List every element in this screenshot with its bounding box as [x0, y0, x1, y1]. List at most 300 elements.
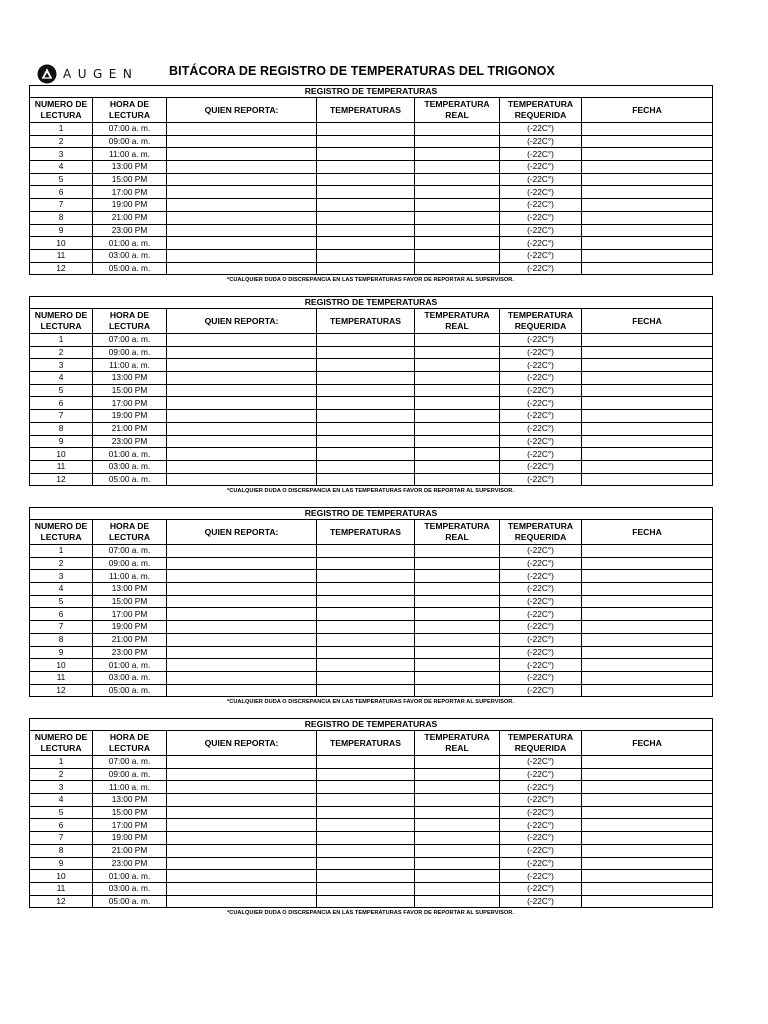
actual-temperature-cell[interactable] [415, 768, 500, 781]
temperatures-cell[interactable] [317, 857, 415, 870]
temperatures-cell[interactable] [317, 646, 415, 659]
date-cell[interactable] [582, 857, 713, 870]
table-row [30, 161, 713, 174]
reporter-cell[interactable] [167, 135, 317, 148]
required-temperature: (-22C°) [500, 646, 582, 659]
actual-temperature-cell[interactable] [415, 882, 500, 895]
actual-temperature-cell[interactable] [415, 659, 500, 672]
required-temperature: (-22C°) [500, 570, 582, 583]
reporter-cell[interactable] [167, 768, 317, 781]
register-table [29, 296, 713, 486]
reporter-cell[interactable] [167, 148, 317, 161]
actual-temperature-cell[interactable] [415, 237, 500, 250]
temperatures-cell[interactable] [317, 781, 415, 794]
required-temperature: (-22C°) [500, 545, 582, 558]
required-temperature: (-22C°) [500, 768, 582, 781]
reporter-cell[interactable] [167, 397, 317, 410]
required-temperature: (-22C°) [500, 671, 582, 684]
reporter-cell[interactable] [167, 844, 317, 857]
table-row [30, 756, 713, 769]
temperatures-cell[interactable] [317, 148, 415, 161]
required-temperature: (-22C°) [500, 794, 582, 807]
date-cell[interactable] [582, 545, 713, 558]
reading-number: 4 [30, 583, 93, 596]
date-cell[interactable] [582, 237, 713, 250]
reading-time: 01:00 a. m. [93, 659, 167, 672]
reporter-cell[interactable] [167, 870, 317, 883]
temperatures-cell[interactable] [317, 794, 415, 807]
actual-temperature-cell[interactable] [415, 135, 500, 148]
column-header-required-temperature: TEMPERATURA REQUERIDA [500, 98, 582, 123]
reporter-cell[interactable] [167, 756, 317, 769]
date-cell[interactable] [582, 384, 713, 397]
actual-temperature-cell[interactable] [415, 435, 500, 448]
actual-temperature-cell[interactable] [415, 262, 500, 275]
date-cell[interactable] [582, 832, 713, 845]
required-temperature: (-22C°) [500, 186, 582, 199]
date-cell[interactable] [582, 123, 713, 136]
reporter-cell[interactable] [167, 359, 317, 372]
table-row [30, 346, 713, 359]
reporter-cell[interactable] [167, 237, 317, 250]
reporter-cell[interactable] [167, 224, 317, 237]
required-temperature: (-22C°) [500, 123, 582, 136]
date-cell[interactable] [582, 211, 713, 224]
reading-number: 5 [30, 384, 93, 397]
reading-number: 1 [30, 334, 93, 347]
reading-number: 2 [30, 557, 93, 570]
actual-temperature-cell[interactable] [415, 186, 500, 199]
date-cell[interactable] [582, 844, 713, 857]
temperatures-cell[interactable] [317, 659, 415, 672]
reading-time: 01:00 a. m. [93, 448, 167, 461]
date-cell[interactable] [582, 460, 713, 473]
reading-time: 21:00 PM [93, 422, 167, 435]
reading-time: 11:00 a. m. [93, 781, 167, 794]
reporter-cell[interactable] [167, 684, 317, 697]
table-row [30, 359, 713, 372]
actual-temperature-cell[interactable] [415, 844, 500, 857]
actual-temperature-cell[interactable] [415, 422, 500, 435]
date-cell[interactable] [582, 659, 713, 672]
date-cell[interactable] [582, 768, 713, 781]
temperatures-cell[interactable] [317, 448, 415, 461]
column-header-date: FECHA [582, 731, 713, 756]
reading-number: 12 [30, 895, 93, 908]
reading-time: 05:00 a. m. [93, 262, 167, 275]
reporter-cell[interactable] [167, 161, 317, 174]
column-header-reporter: QUIEN REPORTA: [167, 309, 317, 334]
reporter-cell[interactable] [167, 659, 317, 672]
table-row [30, 473, 713, 486]
actual-temperature-cell[interactable] [415, 346, 500, 359]
table-row [30, 570, 713, 583]
date-cell[interactable] [582, 161, 713, 174]
temperatures-cell[interactable] [317, 633, 415, 646]
temperatures-cell[interactable] [317, 819, 415, 832]
column-header-reading-number: NUMERO DE LECTURA [30, 731, 93, 756]
temperatures-cell[interactable] [317, 768, 415, 781]
date-cell[interactable] [582, 595, 713, 608]
actual-temperature-cell[interactable] [415, 671, 500, 684]
date-cell[interactable] [582, 410, 713, 423]
actual-temperature-cell[interactable] [415, 448, 500, 461]
reading-number: 3 [30, 570, 93, 583]
reporter-cell[interactable] [167, 557, 317, 570]
actual-temperature-cell[interactable] [415, 359, 500, 372]
column-header-required-temperature: TEMPERATURA REQUERIDA [500, 731, 582, 756]
required-temperature: (-22C°) [500, 870, 582, 883]
temperatures-cell[interactable] [317, 583, 415, 596]
reading-time: 19:00 PM [93, 832, 167, 845]
table-row [30, 460, 713, 473]
reading-number: 10 [30, 448, 93, 461]
required-temperature: (-22C°) [500, 262, 582, 275]
temperatures-cell[interactable] [317, 608, 415, 621]
required-temperature: (-22C°) [500, 832, 582, 845]
actual-temperature-cell[interactable] [415, 224, 500, 237]
date-cell[interactable] [582, 633, 713, 646]
temperatures-cell[interactable] [317, 135, 415, 148]
temperatures-cell[interactable] [317, 384, 415, 397]
actual-temperature-cell[interactable] [415, 557, 500, 570]
date-cell[interactable] [582, 148, 713, 161]
actual-temperature-cell[interactable] [415, 473, 500, 486]
actual-temperature-cell[interactable] [415, 570, 500, 583]
reading-number: 5 [30, 595, 93, 608]
temperatures-cell[interactable] [317, 844, 415, 857]
temperature-log-table-3 [29, 507, 712, 705]
table-row [30, 410, 713, 423]
table-row [30, 608, 713, 621]
date-cell[interactable] [582, 173, 713, 186]
date-cell[interactable] [582, 334, 713, 347]
reading-number: 8 [30, 633, 93, 646]
register-table [29, 85, 713, 275]
date-cell[interactable] [582, 557, 713, 570]
date-cell[interactable] [582, 372, 713, 385]
table-row [30, 237, 713, 250]
required-temperature: (-22C°) [500, 359, 582, 372]
reporter-cell[interactable] [167, 857, 317, 870]
table-row [30, 659, 713, 672]
column-header-temperatures: TEMPERATURAS [317, 309, 415, 334]
reading-number: 10 [30, 237, 93, 250]
date-cell[interactable] [582, 359, 713, 372]
column-header-temperatures: TEMPERATURAS [317, 731, 415, 756]
reading-number: 7 [30, 199, 93, 212]
date-cell[interactable] [582, 621, 713, 634]
actual-temperature-cell[interactable] [415, 756, 500, 769]
reporter-cell[interactable] [167, 384, 317, 397]
temperatures-cell[interactable] [317, 671, 415, 684]
temperatures-cell[interactable] [317, 359, 415, 372]
actual-temperature-cell[interactable] [415, 123, 500, 136]
actual-temperature-cell[interactable] [415, 583, 500, 596]
date-cell[interactable] [582, 756, 713, 769]
date-cell[interactable] [582, 684, 713, 697]
actual-temperature-cell[interactable] [415, 819, 500, 832]
supervisor-note: *CUALQUIER DUDA O DISCREPANCIA EN LAS TEMPERATURAS FAVOR DE REPORTAR AL SUPERVISOR. [227, 488, 514, 495]
temperatures-cell[interactable] [317, 224, 415, 237]
required-temperature: (-22C°) [500, 199, 582, 212]
date-cell[interactable] [582, 262, 713, 275]
temperatures-cell[interactable] [317, 882, 415, 895]
table-row [30, 768, 713, 781]
actual-temperature-cell[interactable] [415, 384, 500, 397]
actual-temperature-cell[interactable] [415, 857, 500, 870]
reading-number: 8 [30, 422, 93, 435]
reading-number: 9 [30, 435, 93, 448]
reporter-cell[interactable] [167, 249, 317, 262]
actual-temperature-cell[interactable] [415, 621, 500, 634]
temperatures-cell[interactable] [317, 684, 415, 697]
required-temperature: (-22C°) [500, 448, 582, 461]
temperatures-cell[interactable] [317, 199, 415, 212]
reporter-cell[interactable] [167, 621, 317, 634]
reading-number: 8 [30, 211, 93, 224]
date-cell[interactable] [582, 570, 713, 583]
reading-time: 07:00 a. m. [93, 123, 167, 136]
reading-time: 13:00 PM [93, 372, 167, 385]
required-temperature: (-22C°) [500, 557, 582, 570]
temperatures-cell[interactable] [317, 262, 415, 275]
actual-temperature-cell[interactable] [415, 334, 500, 347]
date-cell[interactable] [582, 435, 713, 448]
date-cell[interactable] [582, 608, 713, 621]
reporter-cell[interactable] [167, 819, 317, 832]
temperatures-cell[interactable] [317, 435, 415, 448]
column-header-temperatures: TEMPERATURAS [317, 98, 415, 123]
temperatures-cell[interactable] [317, 410, 415, 423]
augen-triangle-logo-icon [37, 64, 57, 84]
reporter-cell[interactable] [167, 794, 317, 807]
actual-temperature-cell[interactable] [415, 895, 500, 908]
temperatures-cell[interactable] [317, 806, 415, 819]
actual-temperature-cell[interactable] [415, 794, 500, 807]
actual-temperature-cell[interactable] [415, 684, 500, 697]
column-header-required-temperature: TEMPERATURA REQUERIDA [500, 520, 582, 545]
actual-temperature-cell[interactable] [415, 173, 500, 186]
date-cell[interactable] [582, 781, 713, 794]
date-cell[interactable] [582, 346, 713, 359]
actual-temperature-cell[interactable] [415, 148, 500, 161]
actual-temperature-cell[interactable] [415, 372, 500, 385]
actual-temperature-cell[interactable] [415, 595, 500, 608]
date-cell[interactable] [582, 671, 713, 684]
reading-number: 4 [30, 794, 93, 807]
reporter-cell[interactable] [167, 186, 317, 199]
reading-time: 01:00 a. m. [93, 870, 167, 883]
table-row [30, 448, 713, 461]
reporter-cell[interactable] [167, 435, 317, 448]
reporter-cell[interactable] [167, 410, 317, 423]
actual-temperature-cell[interactable] [415, 545, 500, 558]
date-cell[interactable] [582, 895, 713, 908]
temperatures-cell[interactable] [317, 397, 415, 410]
actual-temperature-cell[interactable] [415, 633, 500, 646]
reporter-cell[interactable] [167, 372, 317, 385]
table-row [30, 806, 713, 819]
reading-time: 21:00 PM [93, 633, 167, 646]
date-cell[interactable] [582, 870, 713, 883]
table-row [30, 882, 713, 895]
actual-temperature-cell[interactable] [415, 161, 500, 174]
table-row [30, 646, 713, 659]
temperatures-cell[interactable] [317, 545, 415, 558]
actual-temperature-cell[interactable] [415, 870, 500, 883]
actual-temperature-cell[interactable] [415, 832, 500, 845]
date-cell[interactable] [582, 249, 713, 262]
actual-temperature-cell[interactable] [415, 460, 500, 473]
reporter-cell[interactable] [167, 633, 317, 646]
reading-time: 07:00 a. m. [93, 334, 167, 347]
temperatures-cell[interactable] [317, 173, 415, 186]
temperatures-cell[interactable] [317, 346, 415, 359]
column-header-date: FECHA [582, 98, 713, 123]
temperatures-cell[interactable] [317, 211, 415, 224]
table-row [30, 123, 713, 136]
temperatures-cell[interactable] [317, 186, 415, 199]
reading-time: 05:00 a. m. [93, 473, 167, 486]
temperatures-cell[interactable] [317, 473, 415, 486]
reporter-cell[interactable] [167, 211, 317, 224]
reporter-cell[interactable] [167, 595, 317, 608]
reporter-cell[interactable] [167, 806, 317, 819]
reading-number: 12 [30, 262, 93, 275]
required-temperature: (-22C°) [500, 882, 582, 895]
actual-temperature-cell[interactable] [415, 806, 500, 819]
reporter-cell[interactable] [167, 832, 317, 845]
document-header [37, 62, 727, 86]
reading-number: 5 [30, 806, 93, 819]
reporter-cell[interactable] [167, 262, 317, 275]
date-cell[interactable] [582, 448, 713, 461]
table-row [30, 819, 713, 832]
temperatures-cell[interactable] [317, 557, 415, 570]
temperatures-cell[interactable] [317, 123, 415, 136]
reporter-cell[interactable] [167, 346, 317, 359]
reporter-cell[interactable] [167, 460, 317, 473]
actual-temperature-cell[interactable] [415, 397, 500, 410]
reading-time: 23:00 PM [93, 224, 167, 237]
reading-time: 03:00 a. m. [93, 249, 167, 262]
actual-temperature-cell[interactable] [415, 646, 500, 659]
section-title: REGISTRO DE TEMPERATURAS [30, 86, 713, 98]
reporter-cell[interactable] [167, 173, 317, 186]
temperatures-cell[interactable] [317, 422, 415, 435]
reporter-cell[interactable] [167, 570, 317, 583]
reporter-cell[interactable] [167, 882, 317, 895]
reading-number: 8 [30, 844, 93, 857]
reading-number: 6 [30, 608, 93, 621]
actual-temperature-cell[interactable] [415, 249, 500, 262]
date-cell[interactable] [582, 186, 713, 199]
reading-time: 15:00 PM [93, 173, 167, 186]
required-temperature: (-22C°) [500, 161, 582, 174]
reporter-cell[interactable] [167, 646, 317, 659]
actual-temperature-cell[interactable] [415, 608, 500, 621]
reporter-cell[interactable] [167, 422, 317, 435]
table-row [30, 249, 713, 262]
temperatures-cell[interactable] [317, 595, 415, 608]
temperatures-cell[interactable] [317, 832, 415, 845]
reading-number: 1 [30, 756, 93, 769]
temperatures-cell[interactable] [317, 372, 415, 385]
reporter-cell[interactable] [167, 545, 317, 558]
date-cell[interactable] [582, 135, 713, 148]
temperatures-cell[interactable] [317, 460, 415, 473]
actual-temperature-cell[interactable] [415, 211, 500, 224]
reading-time: 11:00 a. m. [93, 570, 167, 583]
table-row [30, 832, 713, 845]
reporter-cell[interactable] [167, 199, 317, 212]
temperatures-cell[interactable] [317, 570, 415, 583]
reporter-cell[interactable] [167, 781, 317, 794]
date-cell[interactable] [582, 583, 713, 596]
date-cell[interactable] [582, 646, 713, 659]
reporter-cell[interactable] [167, 473, 317, 486]
column-header-reading-number: NUMERO DE LECTURA [30, 98, 93, 123]
reporter-cell[interactable] [167, 671, 317, 684]
column-header-actual-temperature: TEMPERATURA REAL [415, 731, 500, 756]
date-cell[interactable] [582, 819, 713, 832]
date-cell[interactable] [582, 422, 713, 435]
reporter-cell[interactable] [167, 448, 317, 461]
required-temperature: (-22C°) [500, 334, 582, 347]
reporter-cell[interactable] [167, 334, 317, 347]
date-cell[interactable] [582, 224, 713, 237]
table-row [30, 633, 713, 646]
reporter-cell[interactable] [167, 895, 317, 908]
column-header-reading-time: HORA DE LECTURA [93, 98, 167, 123]
temperatures-cell[interactable] [317, 621, 415, 634]
reading-number: 6 [30, 819, 93, 832]
reading-number: 10 [30, 659, 93, 672]
actual-temperature-cell[interactable] [415, 781, 500, 794]
temperatures-cell[interactable] [317, 895, 415, 908]
reading-number: 3 [30, 359, 93, 372]
actual-temperature-cell[interactable] [415, 199, 500, 212]
date-cell[interactable] [582, 473, 713, 486]
required-temperature: (-22C°) [500, 410, 582, 423]
reporter-cell[interactable] [167, 123, 317, 136]
date-cell[interactable] [582, 882, 713, 895]
temperatures-cell[interactable] [317, 249, 415, 262]
required-temperature: (-22C°) [500, 249, 582, 262]
temperatures-cell[interactable] [317, 334, 415, 347]
reporter-cell[interactable] [167, 583, 317, 596]
reading-number: 2 [30, 346, 93, 359]
temperatures-cell[interactable] [317, 870, 415, 883]
reading-time: 09:00 a. m. [93, 557, 167, 570]
required-temperature: (-22C°) [500, 372, 582, 385]
temperatures-cell[interactable] [317, 237, 415, 250]
document-title: BITÁCORA DE REGISTRO DE TEMPERATURAS DEL TRIGONOX [169, 64, 555, 78]
date-cell[interactable] [582, 397, 713, 410]
reading-time: 23:00 PM [93, 435, 167, 448]
date-cell[interactable] [582, 794, 713, 807]
table-row [30, 671, 713, 684]
actual-temperature-cell[interactable] [415, 410, 500, 423]
reading-number: 9 [30, 857, 93, 870]
reading-number: 1 [30, 545, 93, 558]
temperatures-cell[interactable] [317, 161, 415, 174]
date-cell[interactable] [582, 199, 713, 212]
date-cell[interactable] [582, 806, 713, 819]
reporter-cell[interactable] [167, 608, 317, 621]
temperatures-cell[interactable] [317, 756, 415, 769]
